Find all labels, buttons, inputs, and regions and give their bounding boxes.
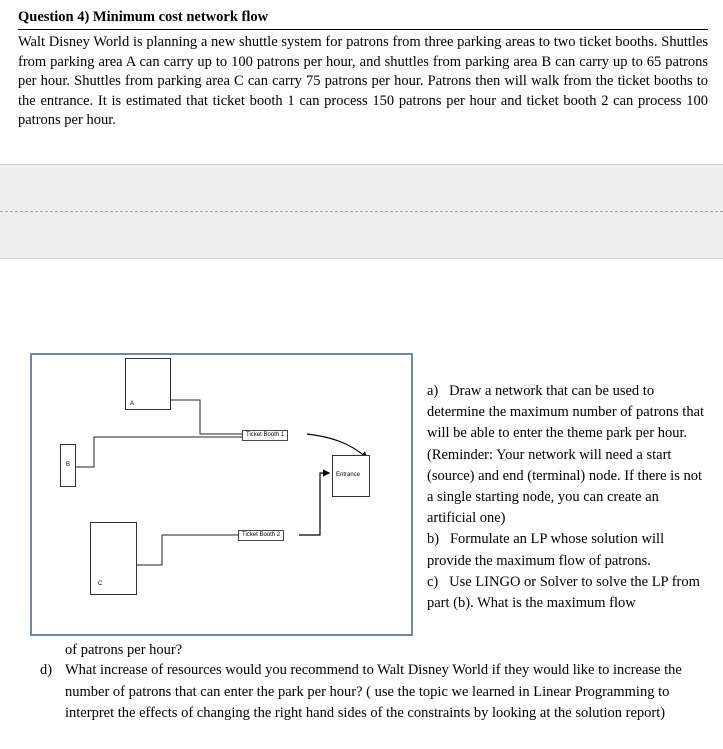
part-d-text: What increase of resources would you recommend to Walt Disney World if they would like to increase the number of patrons that can enter the park per hour? ( use the topic we learned in Linear Programming to interpret the effects of changing the right hand sides of the constraints by looking at the solution report) xyxy=(65,662,682,721)
part-a-text: Draw a network that can be used to determine the maximum number of patrons that will be able to enter the theme park per hour. (Reminder: Your network will need a start (source) and end (terminal) node. If there is not a single starting node, you can create an artificial one) xyxy=(427,383,705,527)
parts-abc xyxy=(427,381,709,614)
node-a xyxy=(125,358,171,410)
node-entrance-label: Entrance xyxy=(336,472,361,478)
connector-a-to-booth1 xyxy=(171,400,242,434)
connector-c-to-booth2 xyxy=(137,535,238,565)
connector-b-to-booth1 xyxy=(76,437,242,467)
part-a xyxy=(427,381,709,529)
question-title: Question 4) Minimum cost network flow xyxy=(18,9,269,25)
node-b-label: B xyxy=(66,462,71,468)
part-c-continued: of patrons per hour? xyxy=(65,642,183,658)
answer-area-upper xyxy=(0,164,723,211)
node-c-label: C xyxy=(98,581,103,587)
part-b-text: Formulate an LP whose solution will provide the maximum flow of patrons. xyxy=(427,531,665,569)
part-c xyxy=(427,572,709,614)
node-ticket-booth-2: Ticket Booth 2 xyxy=(238,530,284,541)
problem-paragraph: Walt Disney World is planning a new shuttle system for patrons from three parking areas to two ticket booths. Shuttles from parking area A can carry up to 100 patrons per hour, and shuttles from parking area B can carry up to 65 patrons per hour. Shuttles from parking area C can carry 75 patrons per hour. Patrons then will walk from the ticket booths to the entrance. It is estimated that ticket booth 1 can process 150 patrons per hour and ticket booth 2 can process 100 patrons per hour. xyxy=(18,34,708,128)
node-a-label: A xyxy=(130,401,135,407)
part-d-label: d) xyxy=(40,662,53,678)
answer-area-lower xyxy=(0,211,723,259)
node-c xyxy=(90,522,137,595)
node-b xyxy=(60,444,76,487)
node-entrance xyxy=(332,455,370,497)
network-diagram xyxy=(30,353,413,636)
connector-booth2-to-entrance xyxy=(299,473,329,535)
part-b-label: b) xyxy=(427,531,440,548)
title-underline xyxy=(18,29,708,30)
node-ticket-booth-1: Ticket Booth 1 xyxy=(242,430,288,441)
part-c-label: c) xyxy=(427,573,439,590)
part-b xyxy=(427,529,709,571)
part-c-text: Use LINGO or Solver to solve the LP from part (b). What is the maximum flow xyxy=(427,573,700,612)
part-a-label: a) xyxy=(427,383,439,399)
part-d xyxy=(40,660,710,725)
